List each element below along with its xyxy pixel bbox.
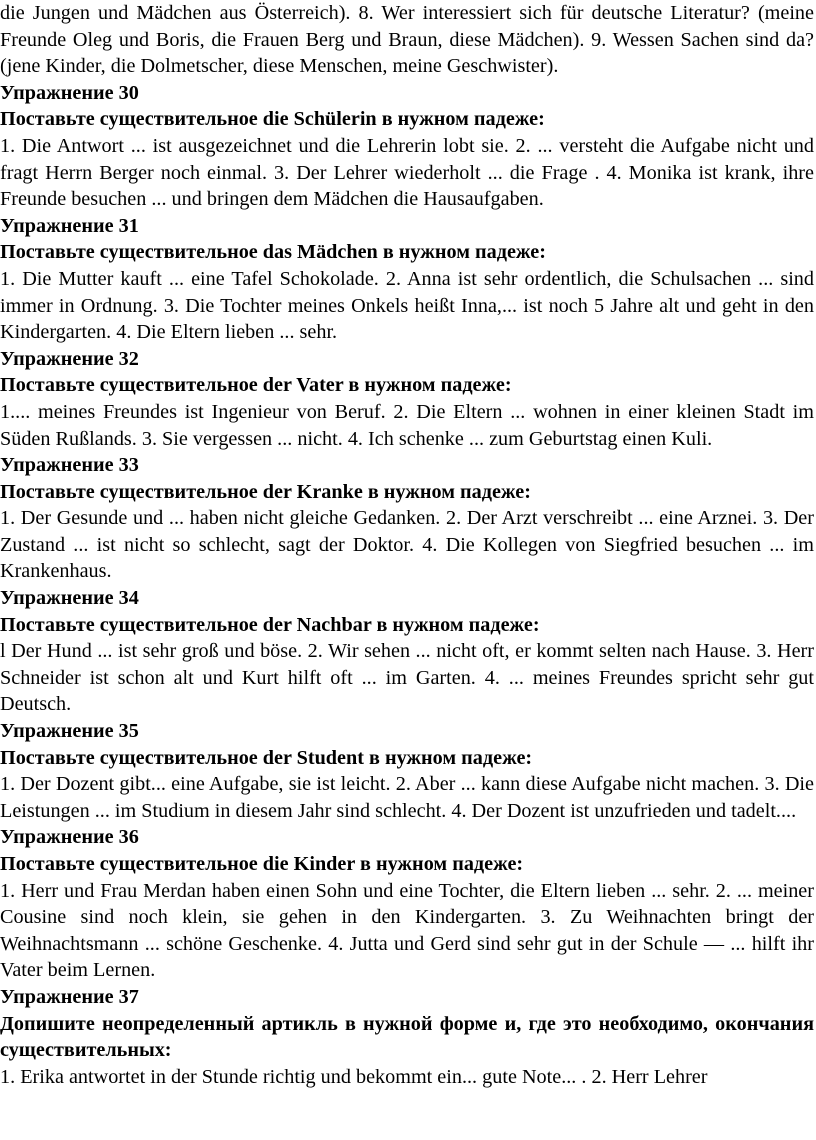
intro-paragraph: die Jungen und Mädchen aus Österreich). 8. Wer interessiert sich für deutsche Literatur? (meine Freunde Oleg und Boris, die Frauen Berg und Braun, diese Mädchen). 9. Wessen Sachen sind da? (jene Kinder, die Dolmetscher, diese Menschen, meine Geschwister). xyxy=(0,2,814,78)
exercise-instruction: Поставьте существительное der Vater в нужном падеже: xyxy=(0,374,512,397)
exercise-heading: Упражнение 35 xyxy=(0,720,139,743)
exercise-heading: Упражнение 31 xyxy=(0,214,139,237)
exercise-35 xyxy=(0,718,814,824)
exercise-text: l Der Hund ... ist sehr groß und böse. 2. Wir sehen ... nicht oft, er kommt selten nach Hause. 3. Herr Schneider ist schon alt und Kurt hilft oft ... im Garten. 4. ... meines Freundes spricht sehr gut Deutsch. xyxy=(0,640,814,716)
exercise-heading: Упражнение 36 xyxy=(0,826,139,849)
exercise-text: 1. Die Antwort ... ist ausgezeichnet und die Lehrerin lobt sie. 2. ... versteht die Aufgabe nicht und fragt Herrn Berger noch einmal. 3. Der Lehrer wiederholt ... die Frage . 4. Monika ist krank, ihre Freunde besuchen ... und bringen dem Mädchen die Hausaufgaben. xyxy=(0,134,814,211)
exercise-heading: Упражнение 34 xyxy=(0,587,139,610)
exercise-32 xyxy=(0,346,814,452)
exercise-heading: Упражнение 33 xyxy=(0,454,139,477)
exercise-text: 1. Erika antwortet in der Stunde richtig und bekommt ein... gute Note... . 2. Herr Lehrer xyxy=(0,1065,708,1088)
exercise-instruction: Поставьте существительное die Kinder в нужном падеже: xyxy=(0,853,524,875)
exercise-34 xyxy=(0,585,814,718)
exercise-text: 1. Die Mutter kauft ... eine Tafel Schokolade. 2. Anna ist sehr ordentlich, die Schulsachen ... sind immer in Ordnung. 3. Die Tochter meines Onkels heißt Inna,... ist noch 5 Jahre alt und geht in den Kindergarten. 4. Die Eltern lieben ... sehr. xyxy=(0,267,814,344)
exercise-instruction: Поставьте существительное der Kranke в нужном падеже: xyxy=(0,480,531,503)
exercise-heading: Упражнение 30 xyxy=(0,81,139,104)
exercise-text: 1. Herr und Frau Merdan haben einen Sohn und eine Tochter, die Eltern lieben ... sehr. 2. ... meiner Cousine sind noch klein, sie gehen in den Kindergarten. 3. Zu Weihnachten bringt der Weihnachtsmann ... schöne Geschenke. 4. Jutta und Gerd sind sehr gut in der Schule — ... hilft ihr Vater beim Lernen. xyxy=(0,879,814,982)
exercise-text: 1. Der Gesunde und ... haben nicht gleiche Gedanken. 2. Der Arzt verschreibt ... eine Arznei. 3. Der Zustand ... ist nicht so schlecht, sagt der Doktor. 4. Die Kollegen von Siegfried besuchen ... im Krankenhaus. xyxy=(0,507,814,583)
exercise-31 xyxy=(0,213,814,346)
exercise-30 xyxy=(0,80,814,213)
exercise-text: 1. Der Dozent gibt... eine Aufgabe, sie ist leicht. 2. Aber ... kann diese Aufgabe nicht machen. 3. Die Leistungen ... im Studium in diesem Jahr sind schlecht. 4. Der Dozent ist unzufrieden und tadelt.... xyxy=(0,773,814,822)
exercise-heading: Упражнение 37 xyxy=(0,985,139,1008)
exercise-heading: Упражнение 32 xyxy=(0,347,139,370)
exercise-37 xyxy=(0,984,814,1090)
exercise-instruction: Поставьте существительное die Schülerin в нужном падеже: xyxy=(0,108,545,131)
exercise-text: 1.... meines Freundes ist Ingenieur von Beruf. 2. Die Eltern ... wohnen in einer kleinen Stadt im Süden Rußlands. 3. Sie vergessen ... nicht. 4. Ich schenke ... zum Geburtstag einen Kuli. xyxy=(0,400,814,450)
exercise-36 xyxy=(0,824,814,984)
exercise-instruction: Допишите неопределенный артикль в нужной форме и, где это необходимо, окончания существительных: xyxy=(0,1012,814,1062)
exercise-instruction: Поставьте существительное das Mädchen в нужном падеже: xyxy=(0,241,546,264)
exercise-33 xyxy=(0,452,814,585)
exercise-instruction: Поставьте существительное der Nachbar в нужном падеже: xyxy=(0,613,540,636)
exercise-instruction: Поставьте существительное der Student в нужном падеже: xyxy=(0,746,533,769)
